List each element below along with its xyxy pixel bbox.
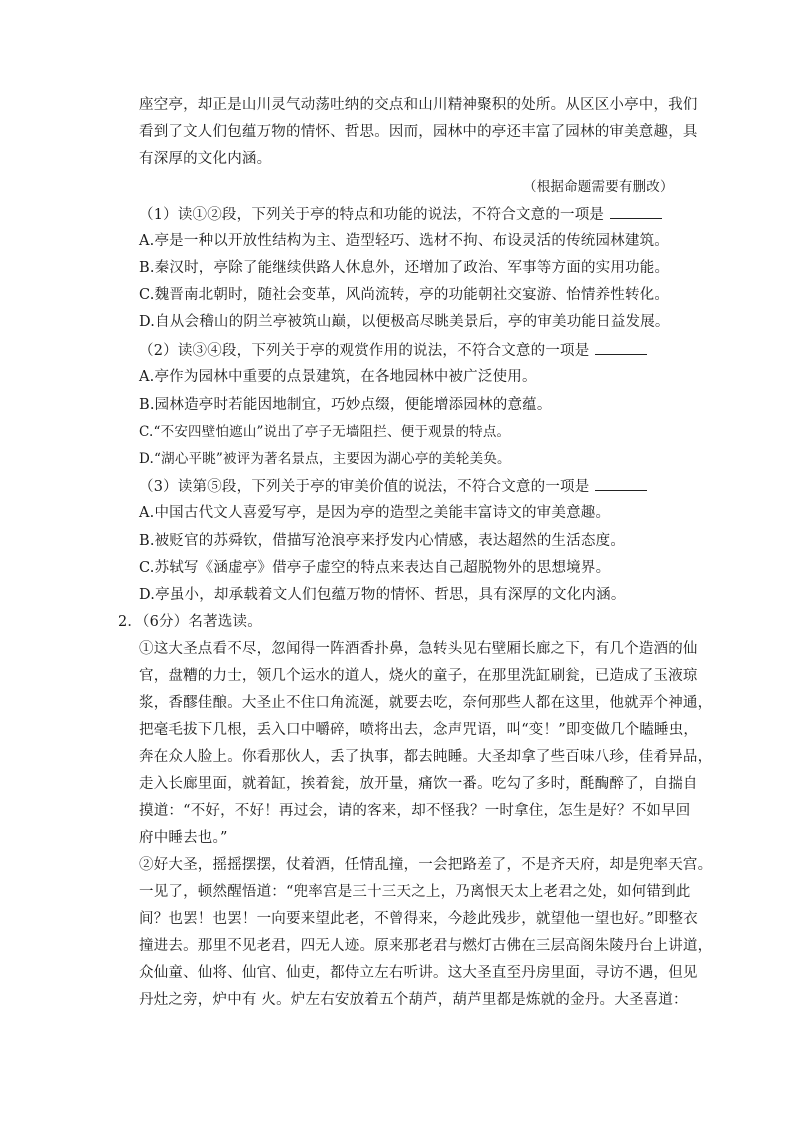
q3-option-a: A.中国古代文人喜爱写亭，是因为亭的造型之美能丰富诗文的审美意趣。: [139, 505, 611, 521]
reading-line: 一见了，顿然醒悟道：“兜率宫是三十三天之上，乃离恨天太上老君之处，如何错到此: [139, 884, 691, 900]
reading-line: 丹灶之旁，炉中有 火。炉左右安放着五个葫芦，葫芦里都是炼就的金丹。大圣喜道：: [139, 992, 688, 1008]
reading-line: 府中睡去也。”: [139, 830, 228, 846]
reading-line: 撞进去。那里不见老君，四无人迹。原来那老君与燃灯古佛在三层高阁朱陵丹台上讲道，: [139, 938, 713, 954]
q1-option-b: B.秦汉时，亭除了能继续供路人休息外，还增加了政治、军事等方面的实用功能。: [139, 260, 670, 276]
q3-stem: （3）读第⑤段，下列关于亭的审美价值的说法，不符合文意的一项是: [139, 476, 647, 497]
q2-option-a: A.亭作为园林中重要的点景建筑，在各地园林中被广泛使用。: [139, 369, 537, 385]
q1-option-c: C.魏晋南北朝时，随社会变革，风尚流转，亭的功能朝社交宴游、怡情养性转化。: [139, 287, 670, 303]
q2-option-d: D.“湖心平眺”被评为著名景点，主要因为湖心亭的美轮美奂。: [139, 451, 511, 467]
q1-option-d: D.自从会稽山的阴兰亭被筑山巅，以便极高尽眺美景后，亭的审美功能日益发展。: [139, 314, 670, 330]
reading-line: 走入长廊里面，就着缸，挨着瓮，放开量，痛饮一番。吃勾了多时，酕醄醉了，自揣自: [139, 776, 698, 792]
reading-line: 奔在众人脸上。你看那伙人，丢了执事，都去盹睡。大圣却拿了些百味八珍，佳肴异品，: [139, 749, 713, 765]
reading-line: 官，盘糟的力士，领几个运水的道人，烧火的童子，在那里洗缸刷瓮，已造成了玉液琼: [139, 668, 698, 684]
answer-blank[interactable]: [610, 204, 662, 219]
reading-line: 摸道：“不好，不好！再过会，请的客来，却不怪我？一时拿住，怎生是好？不如早回: [139, 803, 691, 819]
answer-blank[interactable]: [595, 340, 647, 355]
reading-line: 众仙童、仙将、仙官、仙吏，都侍立左右听讲。这大圣直至丹房里面，寻访不遇，但见: [139, 965, 698, 981]
q2-option-c: C.“不安四壁怕遮山”说出了亭子无墙阻拦、便于观景的特点。: [139, 424, 511, 440]
section-title: 2．（6分）名著选读。: [118, 614, 262, 630]
q3-option-d: D.亭虽小，却承载着文人们包蕴万物的情怀、哲思，具有深厚的文化内涵。: [139, 587, 626, 603]
reading-line: 把毫毛拔下几根，丢入口中嚼碎，喷将出去，念声咒语，叫“变！”即变做几个瞌睡虫，: [139, 722, 699, 738]
reading-line: 间？也罢！也罢！一向要来望此老，不曾得来，今趁此残步，就望他一望也好。”即整衣: [139, 911, 698, 927]
passage-line: 看到了文人们包蕴万物的情怀、哲思。因而，园林中的亭还丰富了园林的审美意趣，具: [139, 124, 698, 140]
reading-line: ②好大圣，摇摇摆摆，仗着酒，任情乱撞，一会把路差了，不是齐天府，却是兜率天宫。: [139, 857, 713, 873]
answer-blank[interactable]: [595, 476, 647, 491]
q2-option-b: B.园林造亭时若能因地制宜，巧妙点缀，便能增添园林的意蕴。: [139, 397, 552, 413]
passage-line: 有深厚的文化内涵。: [139, 151, 272, 167]
q1-stem: （1）读①②段，下列关于亭的特点和功能的说法，不符合文意的一项是: [139, 204, 662, 225]
passage-line: 座空亭，却正是山川灵气动荡吐纳的交点和山川精神聚积的处所。从区区小亭中，我们: [139, 97, 698, 113]
q2-stem: （2）读③④段，下列关于亭的观赏作用的说法，不符合文意的一项是: [139, 340, 647, 361]
source-note: （根据命题需要有删改）: [523, 179, 674, 195]
reading-line: ①这大圣点看不尽，忽闻得一阵酒香扑鼻，急转头见右壁厢长廊之下，有几个造酒的仙: [139, 641, 698, 657]
q3-option-c: C.苏轼写《涵虚亭》借亭子虚空的特点来表达自己超脱物外的思想境界。: [139, 560, 611, 576]
q1-option-a: A.亭是一种以开放性结构为主、造型轻巧、选材不拘、布设灵活的传统园林建筑。: [139, 233, 669, 249]
reading-line: 浆，香醪佳酿。大圣止不住口角流涎，就要去吃，奈何那些人都在这里，他就弄个神通，: [139, 695, 713, 711]
q3-option-b: B.被贬官的苏舜钦，借描写沧浪亭来抒发内心情感，表达超然的生活态度。: [139, 533, 626, 549]
